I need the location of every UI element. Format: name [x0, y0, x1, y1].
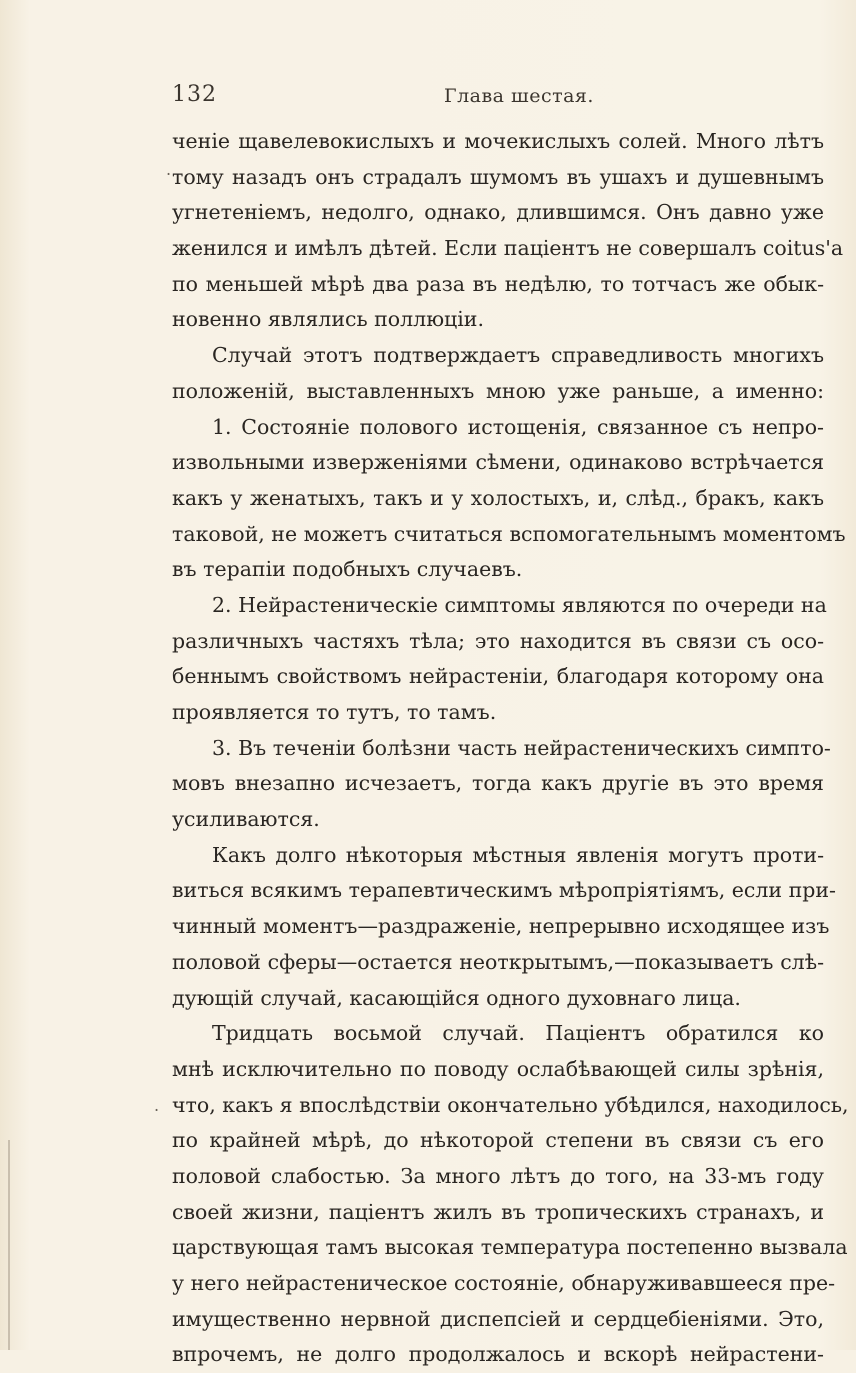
text-line: Случай этотъ подтверждаетъ справедливость многихъ — [212, 343, 824, 368]
text-line: своей жизни, паціентъ жилъ въ тропическихъ странахъ, и — [172, 1199, 824, 1224]
text-line: тому назадъ онъ страдалъ шумомъ въ ушахъ и душевнымъ — [172, 164, 824, 189]
page-header — [172, 76, 856, 116]
text-line: царствующая тамъ высокая температура постепенно вызвала — [172, 1235, 848, 1260]
running-head: Глава шестая. — [444, 85, 594, 107]
text-line: по меньшей мѣрѣ два раза въ недѣлю, то тотчасъ же обык- — [172, 271, 824, 296]
text-line: проявляется то тутъ, то тамъ. — [172, 700, 497, 724]
text-line: въ терапіи подобныхъ случаевъ. — [172, 557, 523, 582]
margin-mark: . — [166, 160, 172, 179]
text-line: виться всякимъ терапевтическимъ мѣропріятіямъ, если при- — [172, 878, 836, 903]
text-line: таковой, не можетъ считаться вспомогательнымъ моментомъ — [172, 521, 846, 546]
binding-edge — [8, 1140, 10, 1350]
text-line: мовъ внезапно исчезаетъ, тогда какъ другіе въ это время — [172, 771, 824, 796]
text-line: впрочемъ, не долго продолжалось и вскорѣ нейрастени- — [172, 1342, 824, 1367]
text-line: угнетеніемъ, недолго, однако, длившимся. Онъ давно уже — [172, 200, 824, 225]
text-line: половой слабостью. За много лѣтъ до того, на 33-мъ году — [172, 1163, 824, 1188]
text-line: имущественно нервной диспепсіей и сердцебіеніями. Это, — [172, 1306, 824, 1331]
text-line: половой сферы—остается неоткрытымъ,—показываетъ слѣ- — [172, 949, 824, 974]
text-line: беннымъ свойствомъ нейрастеніи, благодаря которому она — [172, 664, 824, 689]
text-line: различныхъ частяхъ тѣла; это находится въ связи съ осо- — [172, 628, 824, 653]
text-line: какъ у женатыхъ, такъ и у холостыхъ, и, слѣд., бракъ, какъ — [172, 485, 824, 510]
text-line: положеній, выставленныхъ мною уже раньше, а именно: — [172, 378, 824, 403]
page-number: 132 — [172, 82, 217, 107]
text-line: новенно являлись поллюціи. — [172, 307, 484, 332]
text-line: мнѣ исключительно по поводу ослабѣвающей силы зрѣнія, — [172, 1056, 824, 1081]
text-line: 2. Нейрастеническіе симптомы являются по очереди на — [212, 592, 827, 617]
text-line: женился и имѣлъ дѣтей. Если паціентъ не совершалъ coitus'а — [172, 236, 844, 261]
text-line: чинный моментъ—раздраженіе, непрерывно исходящее изъ — [172, 914, 830, 939]
text-line: извольными изверженіями сѣмени, одинаково встрѣчается — [172, 450, 824, 475]
text-line: ченіе щавелевокислыхъ и мочекислыхъ солей. Много лѣтъ — [172, 129, 824, 153]
body-text — [172, 124, 849, 1373]
text-line: 1. Состояніе полового истощенія, связанное съ непро- — [212, 414, 824, 439]
text-line: дующій случай, касающійся одного духовнаго лица. — [172, 985, 741, 1010]
text-line: Какъ долго нѣкоторыя мѣстныя явленія могутъ проти- — [212, 842, 824, 867]
margin-mark: . — [154, 1096, 160, 1115]
text-line: усиливаются. — [172, 807, 320, 832]
text-line: 3. Въ теченіи болѣзни часть нейрастеническихъ симпто- — [212, 735, 831, 760]
text-line: у него нейрастеническое состояніе, обнаруживавшееся пре- — [172, 1271, 836, 1295]
text-line: что, какъ я впослѣдствіи окончательно убѣдился, находилось, — [172, 1092, 849, 1117]
text-line: Тридцать восьмой случай. Паціентъ обратился ко — [212, 1021, 824, 1046]
text-line: по крайней мѣрѣ, до нѣкоторой степени въ связи съ его — [172, 1128, 824, 1153]
